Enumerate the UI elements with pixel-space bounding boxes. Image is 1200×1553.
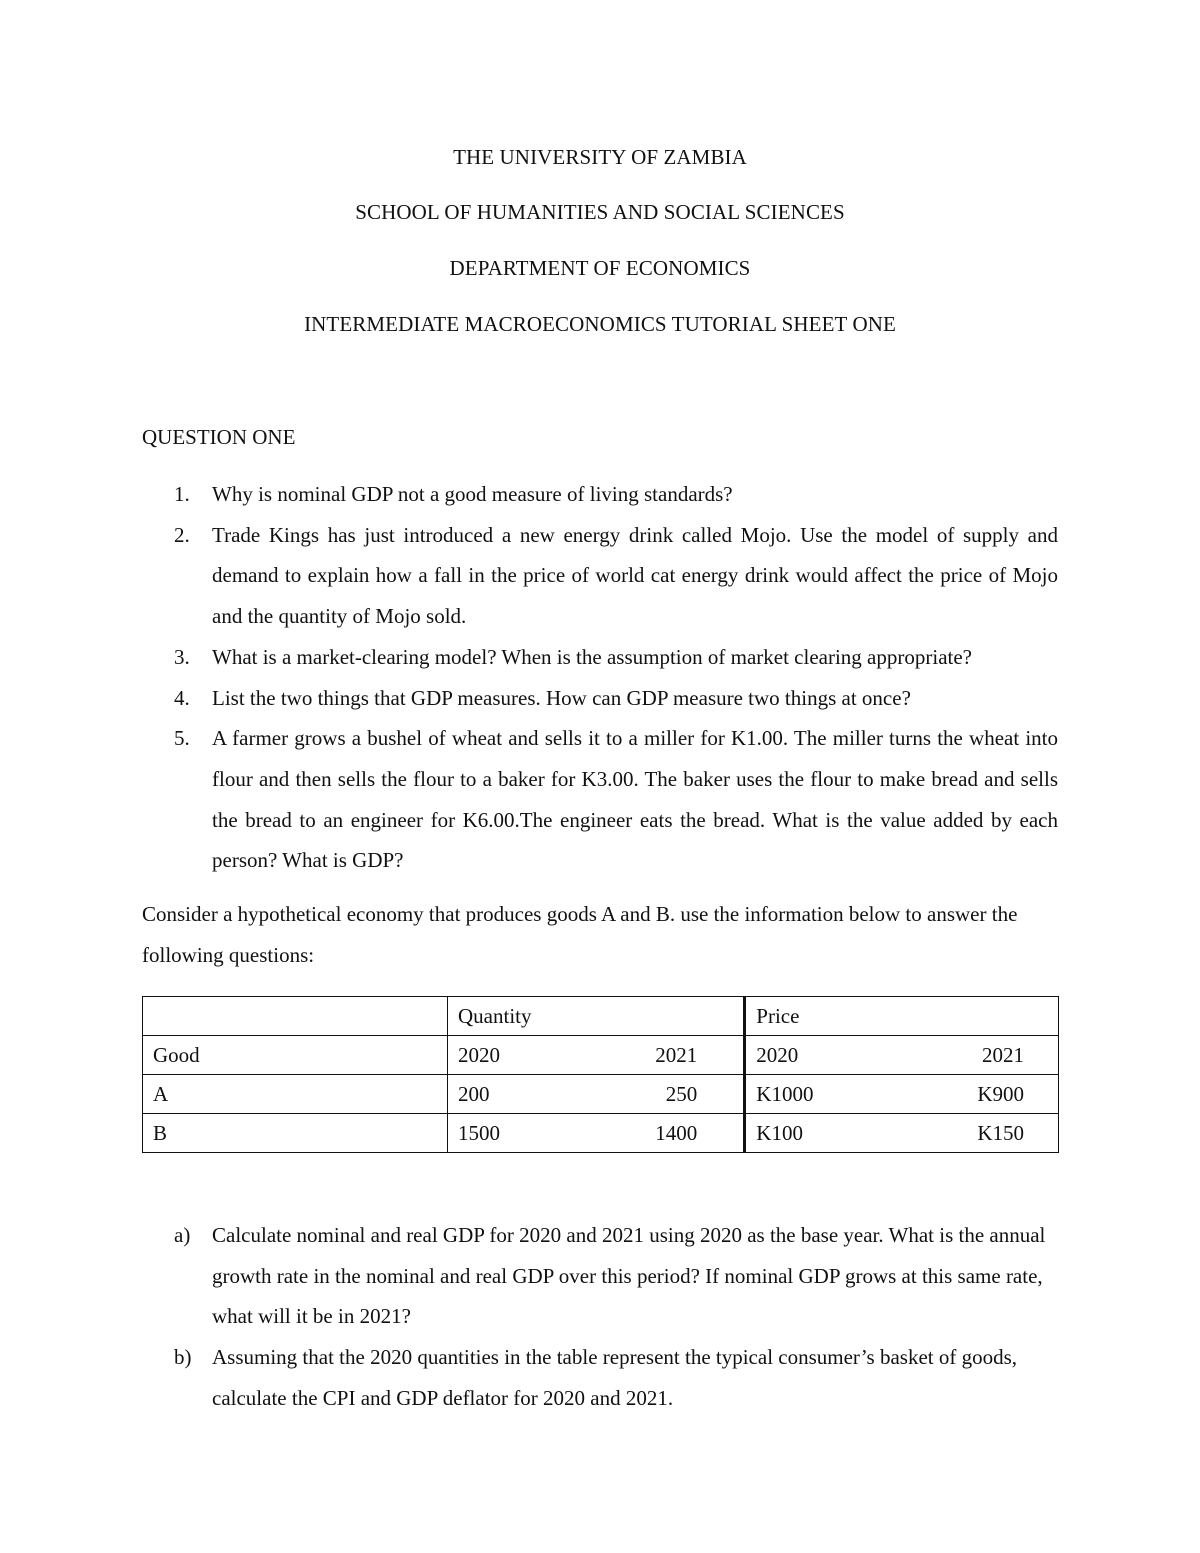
item-text: Trade Kings has just introduced a new energy drink called Mojo. Use the model of supply and demand to explain how a fall in the price of world cat energy drink would affect the price of Mojo and the quantity of Mojo sold.: [212, 522, 1058, 629]
price-2021: K900: [977, 1082, 1024, 1106]
item-text: List the two things that GDP measures. How can GDP measure two things at once?: [212, 685, 911, 710]
price-cell: [745, 1114, 1059, 1153]
quantity-2020: 200: [458, 1082, 490, 1106]
question-one-title: QUESTION ONE: [142, 425, 296, 449]
item-number: 4.: [174, 685, 190, 710]
item-number: 2.: [174, 522, 190, 547]
price-2020: K100: [756, 1121, 803, 1145]
data-table: [142, 996, 1059, 1153]
department-name: DEPARTMENT OF ECONOMICS: [449, 256, 751, 280]
list-item: [142, 637, 1058, 678]
list-item: [142, 474, 1058, 515]
item-text: Assuming that the 2020 quantities in the table represent the typical consumer’s basket of goods, calculate the CPI and GDP deflator for 2020 and 2021.: [212, 1345, 1018, 1410]
item-text: What is a market-clearing model? When is the assumption of market clearing appropriate?: [212, 644, 972, 669]
item-label: a): [174, 1223, 191, 1247]
quantity-cell: [448, 1075, 745, 1114]
table-header-row: [143, 997, 1059, 1036]
list-item: [142, 1337, 1058, 1418]
item-text: A farmer grows a bushel of wheat and sells it to a miller for K1.00. The miller turns the wheat into flour and then sells the flour to a baker for K3.00. The baker uses the flour to make bread and sells the bread to an engineer for K6.00.The engineer eats the bread. What is the value added by each person? What is GDP?: [212, 726, 1058, 873]
good-cell: A: [143, 1075, 448, 1114]
item-number: 1.: [174, 482, 190, 506]
school-name: SCHOOL OF HUMANITIES AND SOCIAL SCIENCES: [355, 200, 845, 224]
price-years-cell: [745, 1036, 1059, 1075]
sheet-title: INTERMEDIATE MACROECONOMICS TUTORIAL SHEET ONE: [304, 312, 896, 336]
year-label: 2020: [458, 1043, 500, 1067]
quantity-years-cell: [448, 1036, 745, 1075]
list-item: [142, 718, 1058, 881]
year-label: 2021: [655, 1043, 698, 1067]
item-number: 3.: [174, 644, 190, 669]
price-2021: K150: [977, 1121, 1024, 1145]
quantity-header: Quantity: [448, 997, 745, 1036]
university-name: THE UNIVERSITY OF ZAMBIA: [453, 145, 747, 169]
sub-question-list: [142, 1215, 1058, 1419]
price-cell: [745, 1075, 1059, 1114]
table-year-row: [143, 1036, 1059, 1075]
list-item: [142, 678, 1058, 719]
table-row: [143, 1114, 1059, 1153]
question-list: [142, 474, 1058, 881]
year-label: 2020: [756, 1043, 799, 1067]
quantity-2021: 250: [665, 1082, 698, 1106]
list-item: [142, 515, 1058, 637]
item-text: Calculate nominal and real GDP for 2020 and 2021 using 2020 as the base year. What is the annual growth rate in the nominal and real GDP over this period? If nominal GDP grows at this same rate, what will it be in 2021?: [212, 1223, 1046, 1329]
good-cell: B: [143, 1114, 448, 1153]
quantity-cell: [448, 1114, 745, 1153]
table-row: [143, 1075, 1059, 1114]
item-label: b): [174, 1345, 192, 1370]
list-item: [142, 1215, 1058, 1337]
year-label: 2021: [982, 1043, 1024, 1067]
quantity-2021: 1400: [655, 1121, 698, 1145]
intro-paragraph: Consider a hypothetical economy that produces goods A and B. use the information below to answer the following questions:: [142, 902, 1018, 967]
price-header: Price: [745, 997, 1059, 1036]
item-text: Why is nominal GDP not a good measure of living standards?: [212, 482, 733, 506]
price-2020: K1000: [756, 1082, 814, 1106]
empty-header-cell: [143, 997, 448, 1036]
quantity-2020: 1500: [458, 1121, 500, 1145]
item-number: 5.: [174, 726, 190, 751]
good-header: Good: [143, 1036, 448, 1075]
